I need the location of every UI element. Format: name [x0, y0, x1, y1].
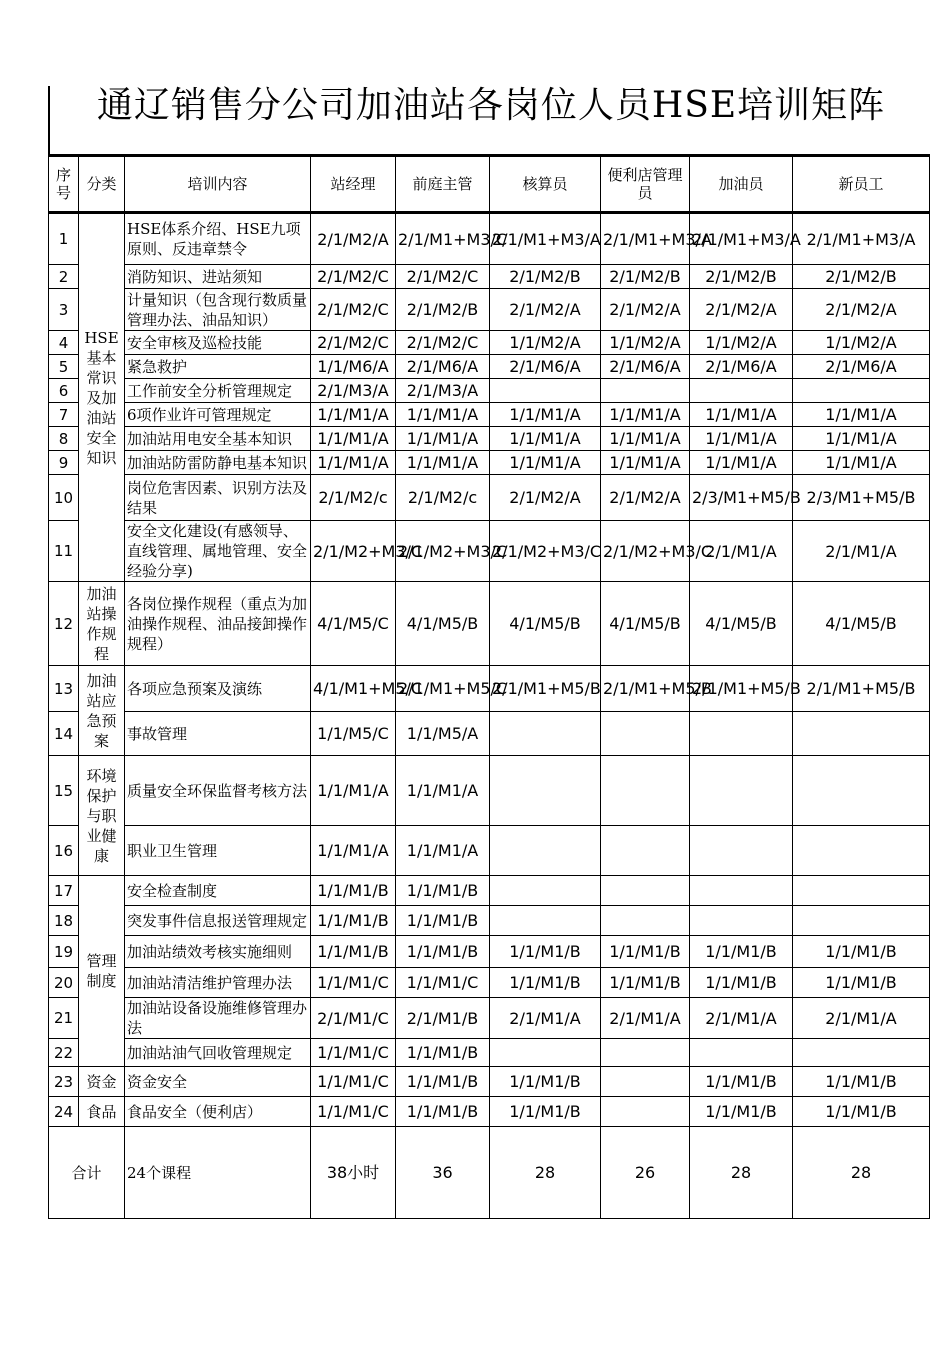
header-role: 站经理 — [311, 156, 396, 213]
matrix-cell — [601, 906, 690, 936]
matrix-cell: 2/1/M1+M5/B — [690, 666, 793, 712]
matrix-cell: 1/1/M1/B — [793, 936, 930, 968]
matrix-cell: 2/3/M1+M5/B — [690, 475, 793, 521]
training-content: 加油站设备设施维修管理办法 — [125, 998, 311, 1039]
row-number: 12 — [49, 582, 79, 666]
matrix-cell: 1/1/M1/B — [690, 936, 793, 968]
matrix-cell: 1/1/M1/A — [311, 756, 396, 826]
training-content: 突发事件信息报送管理规定 — [125, 906, 311, 936]
matrix-cell: 1/1/M1/B — [396, 1097, 490, 1127]
table-row — [49, 1039, 930, 1067]
training-content: 加油站用电安全基本知识 — [125, 427, 311, 451]
row-number: 18 — [49, 906, 79, 936]
matrix-cell: 2/1/M1+M3/A — [601, 213, 690, 265]
table-row — [49, 712, 930, 756]
training-content: 6项作业许可管理规定 — [125, 403, 311, 427]
matrix-cell: 1/1/M1/C — [311, 1039, 396, 1067]
table-row — [49, 451, 930, 475]
table-row — [49, 906, 930, 936]
matrix-cell: 1/1/M1/B — [793, 1097, 930, 1127]
matrix-cell: 4/1/M5/B — [793, 582, 930, 666]
matrix-cell: 1/1/M1/B — [793, 968, 930, 998]
table-row — [49, 756, 930, 826]
table-row — [49, 265, 930, 289]
matrix-cell — [690, 826, 793, 876]
matrix-cell: 2/1/M1+M5/B — [793, 666, 930, 712]
total-hours: 28 — [490, 1127, 601, 1219]
matrix-cell: 1/1/M1/B — [311, 876, 396, 906]
matrix-cell: 1/1/M2/A — [793, 331, 930, 355]
matrix-cell: 2/1/M2+M3/C — [396, 521, 490, 582]
table-row — [49, 213, 930, 265]
row-number: 7 — [49, 403, 79, 427]
matrix-cell: 1/1/M1/B — [396, 906, 490, 936]
matrix-cell: 1/1/M1/A — [490, 451, 601, 475]
matrix-cell — [490, 826, 601, 876]
matrix-cell: 2/1/M2+M3/C — [490, 521, 601, 582]
matrix-cell — [690, 1039, 793, 1067]
matrix-cell: 2/1/M1+M3/C — [396, 213, 490, 265]
training-content: 加油站防雷防静电基本知识 — [125, 451, 311, 475]
row-number: 2 — [49, 265, 79, 289]
matrix-cell: 1/1/M1/A — [311, 427, 396, 451]
table-row — [49, 936, 930, 968]
header-role: 便利店管理员 — [601, 156, 690, 213]
table-row — [49, 998, 930, 1039]
matrix-cell — [601, 379, 690, 403]
matrix-cell: 1/1/M1/A — [690, 427, 793, 451]
matrix-cell — [690, 876, 793, 906]
matrix-cell: 1/1/M1/B — [690, 968, 793, 998]
matrix-cell — [601, 826, 690, 876]
matrix-cell: 1/1/M1/B — [490, 1097, 601, 1127]
matrix-cell: 2/1/M6/A — [793, 355, 930, 379]
row-number: 21 — [49, 998, 79, 1039]
table-row — [49, 403, 930, 427]
matrix-cell: 2/1/M1/C — [311, 998, 396, 1039]
matrix-cell: 1/1/M1/A — [793, 427, 930, 451]
table-row — [49, 521, 930, 582]
row-number: 15 — [49, 756, 79, 826]
matrix-cell: 1/1/M1/A — [793, 403, 930, 427]
table-row — [49, 475, 930, 521]
matrix-cell: 2/3/M1+M5/B — [793, 475, 930, 521]
matrix-cell: 1/1/M1/A — [601, 403, 690, 427]
matrix-cell: 1/1/M1/A — [601, 427, 690, 451]
row-number: 4 — [49, 331, 79, 355]
matrix-cell: 1/1/M1/B — [311, 906, 396, 936]
row-number: 14 — [49, 712, 79, 756]
header-content: 培训内容 — [125, 156, 311, 213]
matrix-cell: 1/1/M1/B — [490, 1067, 601, 1097]
matrix-cell — [690, 756, 793, 826]
matrix-cell: 2/1/M2/C — [311, 289, 396, 331]
matrix-cell: 4/1/M5/B — [490, 582, 601, 666]
table-row — [49, 826, 930, 876]
matrix-cell: 1/1/M1/A — [311, 451, 396, 475]
table-row — [49, 355, 930, 379]
matrix-cell: 2/1/M1/A — [601, 998, 690, 1039]
matrix-cell: 1/1/M5/C — [311, 712, 396, 756]
row-number: 11 — [49, 521, 79, 582]
matrix-cell: 1/1/M1/B — [396, 1039, 490, 1067]
matrix-cell: 1/1/M1/C — [396, 968, 490, 998]
matrix-cell: 1/1/M2/A — [690, 331, 793, 355]
matrix-cell — [601, 1097, 690, 1127]
total-hours: 28 — [793, 1127, 930, 1219]
category-cell: 加油站操作规程 — [79, 582, 125, 666]
matrix-cell: 1/1/M1/A — [490, 403, 601, 427]
matrix-cell: 1/1/M1/B — [690, 1097, 793, 1127]
matrix-cell: 1/1/M1/A — [396, 451, 490, 475]
training-content: 质量安全环保监督考核方法 — [125, 756, 311, 826]
matrix-cell: 1/1/M1/A — [793, 451, 930, 475]
matrix-cell: 1/1/M1/B — [690, 1067, 793, 1097]
matrix-cell: 2/1/M1+M3/A — [690, 213, 793, 265]
row-number: 1 — [49, 213, 79, 265]
matrix-cell: 2/1/M3/A — [396, 379, 490, 403]
header-row — [49, 156, 930, 213]
training-content: 事故管理 — [125, 712, 311, 756]
matrix-cell: 2/1/M2/C — [396, 331, 490, 355]
row-number: 17 — [49, 876, 79, 906]
matrix-cell: 2/1/M2/B — [793, 265, 930, 289]
training-content: 各项应急预案及演练 — [125, 666, 311, 712]
matrix-cell: 1/1/M1/A — [690, 451, 793, 475]
matrix-cell: 2/1/M6/A — [690, 355, 793, 379]
matrix-cell: 1/1/M1/C — [311, 1067, 396, 1097]
matrix-cell — [490, 876, 601, 906]
matrix-cell: 1/1/M1/B — [396, 936, 490, 968]
matrix-cell: 1/1/M1/B — [396, 1067, 490, 1097]
table-row — [49, 1097, 930, 1127]
matrix-cell: 1/1/M1/B — [601, 968, 690, 998]
matrix-cell — [490, 756, 601, 826]
matrix-cell: 1/1/M1/B — [490, 936, 601, 968]
category-cell: 加油站应急预案 — [79, 666, 125, 756]
matrix-cell — [601, 712, 690, 756]
row-number: 22 — [49, 1039, 79, 1067]
training-content: 岗位危害因素、识别方法及结果 — [125, 475, 311, 521]
category-cell: 管理制度 — [79, 876, 125, 1067]
matrix-cell — [793, 379, 930, 403]
matrix-cell — [601, 1067, 690, 1097]
total-label: 合计 — [49, 1127, 125, 1219]
matrix-cell: 2/1/M2/B — [601, 265, 690, 289]
training-content: 职业卫生管理 — [125, 826, 311, 876]
matrix-cell: 1/1/M1/B — [311, 936, 396, 968]
table-row — [49, 379, 930, 403]
row-number: 9 — [49, 451, 79, 475]
matrix-cell: 4/1/M5/B — [396, 582, 490, 666]
matrix-cell: 1/1/M6/A — [311, 355, 396, 379]
matrix-cell: 1/1/M1/A — [396, 403, 490, 427]
header-role: 核算员 — [490, 156, 601, 213]
matrix-cell: 2/1/M1+M5/C — [396, 666, 490, 712]
row-number: 16 — [49, 826, 79, 876]
training-content: 安全文化建设(有感领导、直线管理、属地管理、安全经验分享) — [125, 521, 311, 582]
matrix-cell — [490, 712, 601, 756]
total-hours: 26 — [601, 1127, 690, 1219]
matrix-cell — [490, 379, 601, 403]
matrix-cell: 2/1/M2/A — [490, 289, 601, 331]
total-hours: 38小时 — [311, 1127, 396, 1219]
matrix-cell: 1/1/M2/A — [601, 331, 690, 355]
row-number: 8 — [49, 427, 79, 451]
matrix-cell: 2/1/M1/B — [396, 998, 490, 1039]
matrix-cell: 2/1/M2/c — [311, 475, 396, 521]
matrix-cell — [793, 876, 930, 906]
page-title: 通辽销售分公司加油站各岗位人员HSE培训矩阵 — [96, 85, 886, 126]
header-no: 序号 — [49, 156, 79, 213]
matrix-cell: 2/1/M1+M5/B — [490, 666, 601, 712]
category-cell: 食品 — [79, 1097, 125, 1127]
matrix-cell: 2/1/M2/B — [396, 289, 490, 331]
matrix-cell — [793, 756, 930, 826]
matrix-cell: 1/1/M1/B — [396, 876, 490, 906]
training-content: 加油站油气回收管理规定 — [125, 1039, 311, 1067]
matrix-cell: 2/1/M2/B — [690, 265, 793, 289]
matrix-cell: 2/1/M2/A — [490, 475, 601, 521]
matrix-cell — [601, 756, 690, 826]
matrix-cell: 2/1/M2/C — [311, 331, 396, 355]
matrix-cell: 2/1/M1/A — [690, 998, 793, 1039]
matrix-cell: 2/1/M1/A — [793, 521, 930, 582]
header-category: 分类 — [79, 156, 125, 213]
matrix-cell: 1/1/M2/A — [490, 331, 601, 355]
row-number: 10 — [49, 475, 79, 521]
training-content: 安全检查制度 — [125, 876, 311, 906]
matrix-cell: 1/1/M1/A — [396, 826, 490, 876]
matrix-cell: 4/1/M5/C — [311, 582, 396, 666]
total-hours: 36 — [396, 1127, 490, 1219]
matrix-cell: 2/1/M1/A — [690, 521, 793, 582]
matrix-cell — [793, 712, 930, 756]
matrix-cell: 2/1/M2/A — [311, 213, 396, 265]
table-row — [49, 876, 930, 906]
matrix-cell: 2/1/M2/B — [490, 265, 601, 289]
matrix-cell: 2/1/M2/A — [793, 289, 930, 331]
matrix-cell — [793, 906, 930, 936]
matrix-cell: 2/1/M2/C — [396, 265, 490, 289]
matrix-cell: 2/1/M2/A — [690, 289, 793, 331]
training-matrix-table — [48, 154, 930, 1219]
row-number: 13 — [49, 666, 79, 712]
table-row — [49, 289, 930, 331]
training-content: 紧急救护 — [125, 355, 311, 379]
matrix-cell: 1/1/M1/A — [601, 451, 690, 475]
matrix-cell: 4/1/M5/B — [690, 582, 793, 666]
matrix-cell: 2/1/M2/c — [396, 475, 490, 521]
matrix-cell — [601, 876, 690, 906]
row-number: 3 — [49, 289, 79, 331]
training-content: 消防知识、进站须知 — [125, 265, 311, 289]
matrix-cell: 1/1/M1/C — [311, 1097, 396, 1127]
matrix-cell: 2/1/M2/A — [601, 289, 690, 331]
training-content: 工作前安全分析管理规定 — [125, 379, 311, 403]
matrix-cell: 4/1/M1+M5/C — [311, 666, 396, 712]
matrix-cell: 2/1/M6/A — [396, 355, 490, 379]
category-cell: 资金 — [79, 1067, 125, 1097]
matrix-cell: 2/1/M1+M3/A — [490, 213, 601, 265]
table-row — [49, 582, 930, 666]
matrix-cell: 2/1/M2/A — [601, 475, 690, 521]
training-content: HSE体系介绍、HSE九项原则、反违章禁令 — [125, 213, 311, 265]
total-courses: 24个课程 — [125, 1127, 311, 1219]
matrix-cell: 1/1/M1/A — [396, 427, 490, 451]
row-number: 6 — [49, 379, 79, 403]
matrix-cell — [690, 906, 793, 936]
matrix-cell — [793, 826, 930, 876]
training-content: 资金安全 — [125, 1067, 311, 1097]
row-number: 23 — [49, 1067, 79, 1097]
matrix-cell — [690, 712, 793, 756]
training-content: 加油站绩效考核实施细则 — [125, 936, 311, 968]
header-role: 加油员 — [690, 156, 793, 213]
matrix-cell: 2/1/M2+M3/C — [601, 521, 690, 582]
matrix-cell: 4/1/M5/B — [601, 582, 690, 666]
total-hours: 28 — [690, 1127, 793, 1219]
matrix-cell: 1/1/M1/B — [793, 1067, 930, 1097]
header-role: 新员工 — [793, 156, 930, 213]
training-content: 各岗位操作规程（重点为加油操作规程、油品接卸操作规程） — [125, 582, 311, 666]
matrix-cell: 1/1/M1/B — [490, 968, 601, 998]
matrix-cell: 2/1/M2/C — [311, 265, 396, 289]
row-number: 24 — [49, 1097, 79, 1127]
matrix-cell: 2/1/M1+M3/A — [793, 213, 930, 265]
category-cell: HSE基本常识及加油站安全知识 — [79, 213, 125, 582]
matrix-cell: 1/1/M1/C — [311, 968, 396, 998]
training-content: 安全审核及巡检技能 — [125, 331, 311, 355]
matrix-cell: 1/1/M5/A — [396, 712, 490, 756]
matrix-cell — [490, 906, 601, 936]
matrix-cell: 1/1/M1/A — [311, 826, 396, 876]
matrix-cell: 2/1/M1/A — [490, 998, 601, 1039]
matrix-cell — [793, 1039, 930, 1067]
matrix-cell: 2/1/M6/A — [601, 355, 690, 379]
matrix-cell: 1/1/M1/A — [490, 427, 601, 451]
training-content: 食品安全（便利店） — [125, 1097, 311, 1127]
row-number: 5 — [49, 355, 79, 379]
header-role: 前庭主管 — [396, 156, 490, 213]
table-row — [49, 666, 930, 712]
table-row — [49, 1067, 930, 1097]
row-number: 19 — [49, 936, 79, 968]
matrix-cell: 2/1/M1/A — [793, 998, 930, 1039]
matrix-cell: 2/1/M6/A — [490, 355, 601, 379]
matrix-cell — [690, 379, 793, 403]
table-row — [49, 968, 930, 998]
matrix-cell: 2/1/M1+M5/B — [601, 666, 690, 712]
title-box — [48, 86, 932, 154]
total-row — [49, 1127, 930, 1219]
matrix-cell: 1/1/M1/B — [601, 936, 690, 968]
matrix-cell: 2/1/M3/A — [311, 379, 396, 403]
matrix-cell: 1/1/M1/A — [690, 403, 793, 427]
training-content: 加油站清洁维护管理办法 — [125, 968, 311, 998]
table-row — [49, 427, 930, 451]
matrix-cell — [601, 1039, 690, 1067]
table-row — [49, 331, 930, 355]
row-number: 20 — [49, 968, 79, 998]
matrix-cell: 2/1/M2+M3/C — [311, 521, 396, 582]
matrix-cell: 1/1/M1/A — [396, 756, 490, 826]
category-cell: 环境保护与职业健康 — [79, 756, 125, 876]
matrix-cell — [490, 1039, 601, 1067]
training-content: 计量知识（包含现行数质量管理办法、油品知识） — [125, 289, 311, 331]
matrix-cell: 1/1/M1/A — [311, 403, 396, 427]
